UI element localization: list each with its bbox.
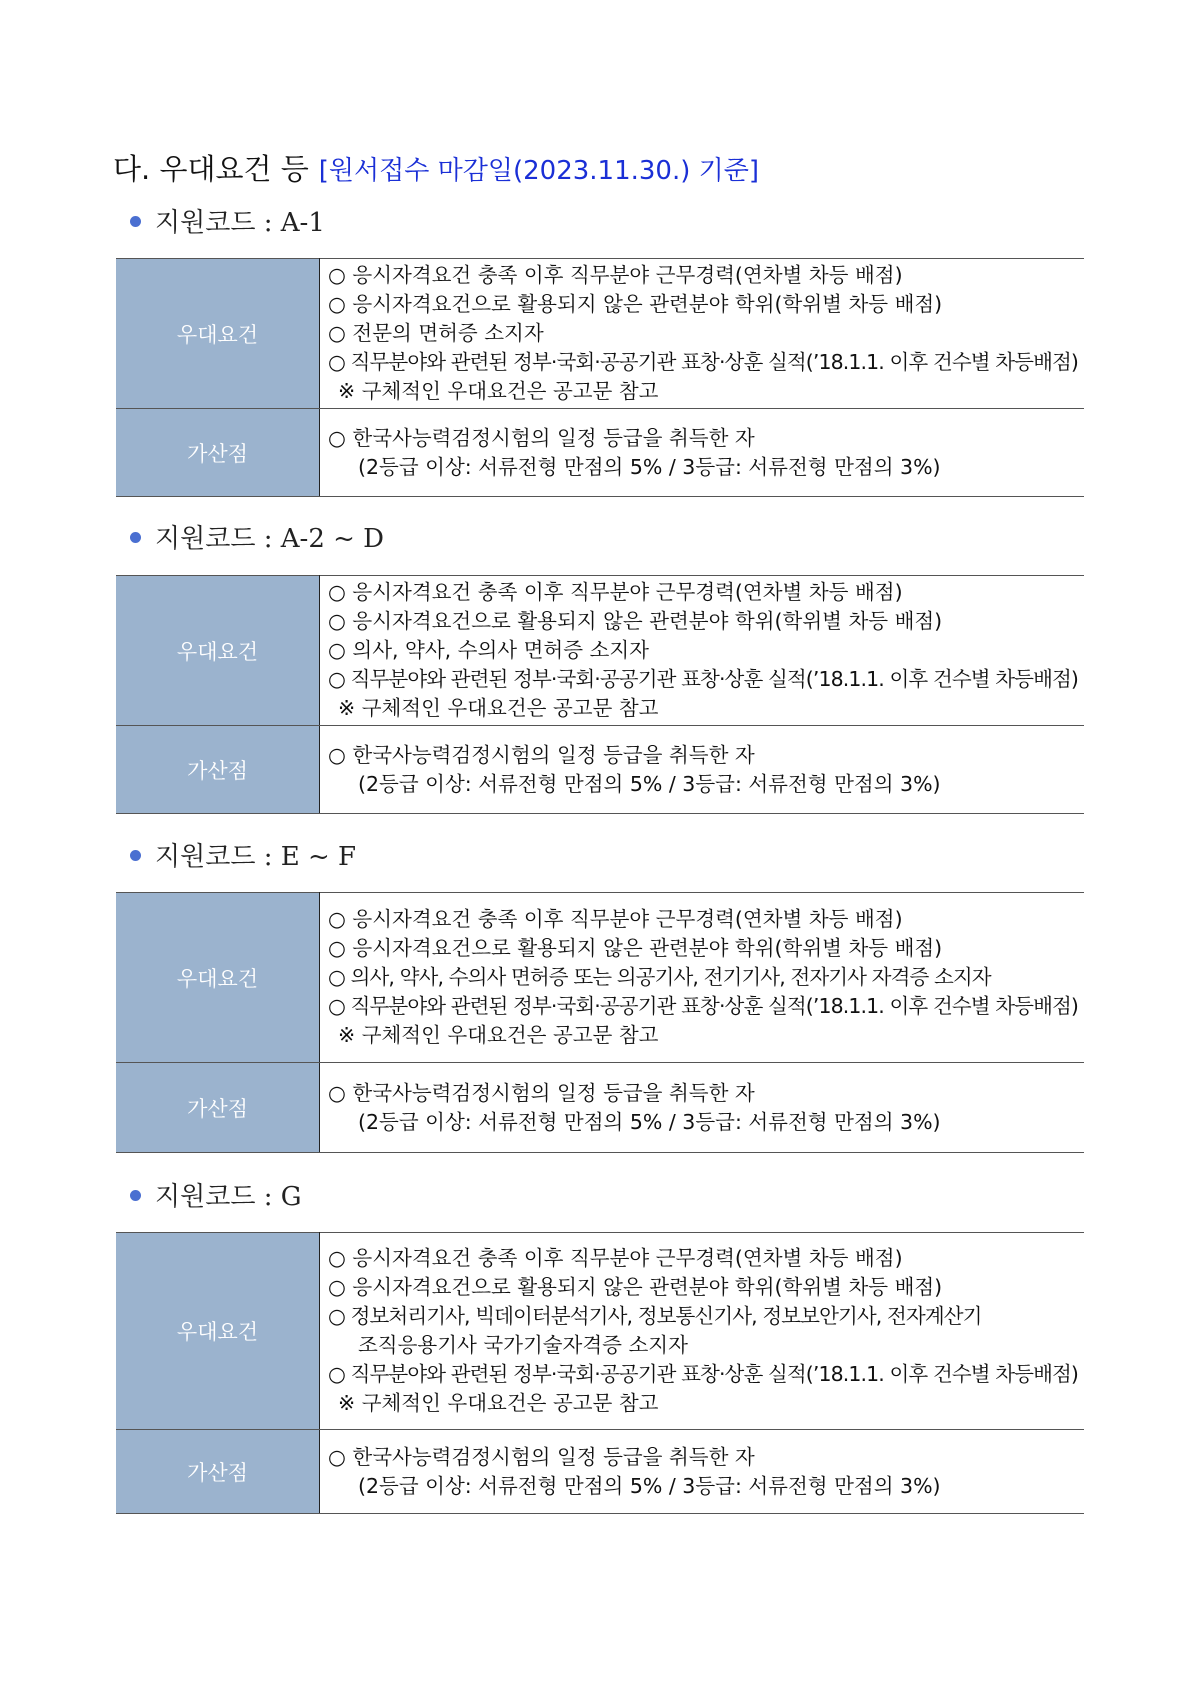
preference-label: 우대요건 (116, 259, 320, 409)
bonus-line: ○ 한국사능력검정시험의 일정 등급을 취득한 자 (328, 742, 755, 767)
preference-line: ○ 응시자격요건 충족 이후 직무분야 근무경력(연차별 차등 배점) (328, 907, 903, 931)
code-label-text: 지원코드 : A-2 ~ D (155, 524, 385, 554)
preference-note: ※ 구체적인 우대요건은 공고문 참고 (338, 1023, 659, 1047)
bonus-line: ○ 한국사능력검정시험의 일정 등급을 취득한 자 (328, 1444, 755, 1469)
preference-label: 우대요건 (116, 576, 320, 726)
preference-line-continued: 조직응용기사 국가기술자격증 소지자 (358, 1333, 688, 1357)
preference-content (320, 259, 1085, 409)
code-label-a2-d (130, 522, 384, 556)
bonus-row (116, 409, 1084, 497)
code-label-g (130, 1180, 302, 1214)
preference-label: 우대요건 (116, 1233, 320, 1430)
bonus-row (116, 726, 1084, 814)
bonus-detail: (2등급 이상: 서류전형 만점의 5% / 3등급: 서류전형 만점의 3%) (358, 1473, 941, 1498)
bonus-content (320, 1430, 1085, 1514)
preference-row (116, 576, 1084, 726)
bonus-label: 가산점 (116, 1430, 320, 1514)
preference-content (320, 576, 1085, 726)
bonus-detail: (2등급 이상: 서류전형 만점의 5% / 3등급: 서류전형 만점의 3%) (358, 1109, 941, 1134)
bonus-detail: (2등급 이상: 서류전형 만점의 5% / 3등급: 서류전형 만점의 3%) (358, 771, 941, 796)
bonus-content (320, 726, 1085, 814)
bonus-content (320, 409, 1085, 497)
preference-line: ○ 직무분야와 관련된 정부·국회·공공기관 표창·상훈 실적(’18.1.1. 이후 건수별 차등배점) (328, 667, 1078, 691)
bonus-label: 가산점 (116, 1063, 320, 1153)
bonus-label: 가산점 (116, 726, 320, 814)
preference-line: ○ 응시자격요건 충족 이후 직무분야 근무경력(연차별 차등 배점) (328, 1246, 903, 1270)
preference-row (116, 1233, 1084, 1430)
bullet-icon (130, 1190, 141, 1201)
code-label-text: 지원코드 : E ~ F (155, 842, 357, 872)
preference-line: ○ 직무분야와 관련된 정부·국회·공공기관 표창·상훈 실적(’18.1.1. 이후 건수별 차등배점) (328, 350, 1078, 374)
preference-content (320, 1233, 1085, 1430)
bonus-row (116, 1063, 1084, 1153)
preference-line: ○ 응시자격요건으로 활용되지 않은 관련분야 학위(학위별 차등 배점) (328, 609, 943, 633)
preference-note: ※ 구체적인 우대요건은 공고문 참고 (338, 379, 659, 403)
preference-content (320, 893, 1085, 1063)
preference-line: ○ 응시자격요건으로 활용되지 않은 관련분야 학위(학위별 차등 배점) (328, 936, 943, 960)
bullet-icon (130, 850, 141, 861)
preference-line: ○ 의사, 약사, 수의사 면허증 소지자 (328, 638, 649, 662)
requirements-table-g (116, 1232, 1084, 1514)
requirements-table-a2-d (116, 575, 1084, 814)
preference-note: ※ 구체적인 우대요건은 공고문 참고 (338, 1391, 659, 1415)
bonus-content (320, 1063, 1085, 1153)
section-heading (113, 150, 759, 190)
preference-line: ○ 의사, 약사, 수의사 면허증 또는 의공기사, 전기기사, 전자기사 자격증 소지자 (328, 965, 991, 989)
heading-title: 다. 우대요건 등 (113, 152, 309, 186)
preference-row (116, 259, 1084, 409)
bullet-icon (130, 532, 141, 543)
bonus-line: ○ 한국사능력검정시험의 일정 등급을 취득한 자 (328, 1080, 755, 1105)
code-label-text: 지원코드 : A-1 (155, 208, 325, 238)
bonus-detail: (2등급 이상: 서류전형 만점의 5% / 3등급: 서류전형 만점의 3%) (358, 454, 941, 479)
preference-line: ○ 응시자격요건으로 활용되지 않은 관련분야 학위(학위별 차등 배점) (328, 292, 943, 316)
code-label-text: 지원코드 : G (155, 1182, 302, 1212)
code-label-e-f (130, 840, 356, 874)
preference-line: ○ 직무분야와 관련된 정부·국회·공공기관 표창·상훈 실적(’18.1.1. 이후 건수별 차등배점) (328, 1362, 1078, 1386)
preference-line: ○ 응시자격요건으로 활용되지 않은 관련분야 학위(학위별 차등 배점) (328, 1275, 943, 1299)
preference-line: ○ 응시자격요건 충족 이후 직무분야 근무경력(연차별 차등 배점) (328, 580, 903, 604)
bonus-line: ○ 한국사능력검정시험의 일정 등급을 취득한 자 (328, 425, 755, 450)
preference-line: ○ 응시자격요건 충족 이후 직무분야 근무경력(연차별 차등 배점) (328, 263, 903, 287)
bullet-icon (130, 216, 141, 227)
preference-note: ※ 구체적인 우대요건은 공고문 참고 (338, 696, 659, 720)
requirements-table-e-f (116, 892, 1084, 1153)
preference-line: ○ 정보처리기사, 빅데이터분석기사, 정보통신기사, 정보보안기사, 전자계산기 (328, 1304, 982, 1328)
code-label-a1 (130, 206, 325, 240)
heading-deadline-note: [원서접수 마감일(2023.11.30.) 기준] (318, 156, 760, 186)
requirements-table-a1 (116, 258, 1084, 497)
preference-row (116, 893, 1084, 1063)
bonus-label: 가산점 (116, 409, 320, 497)
preference-line: ○ 직무분야와 관련된 정부·국회·공공기관 표창·상훈 실적(’18.1.1. 이후 건수별 차등배점) (328, 994, 1078, 1018)
preference-label: 우대요건 (116, 893, 320, 1063)
preference-line: ○ 전문의 면허증 소지자 (328, 321, 544, 345)
bonus-row (116, 1430, 1084, 1514)
